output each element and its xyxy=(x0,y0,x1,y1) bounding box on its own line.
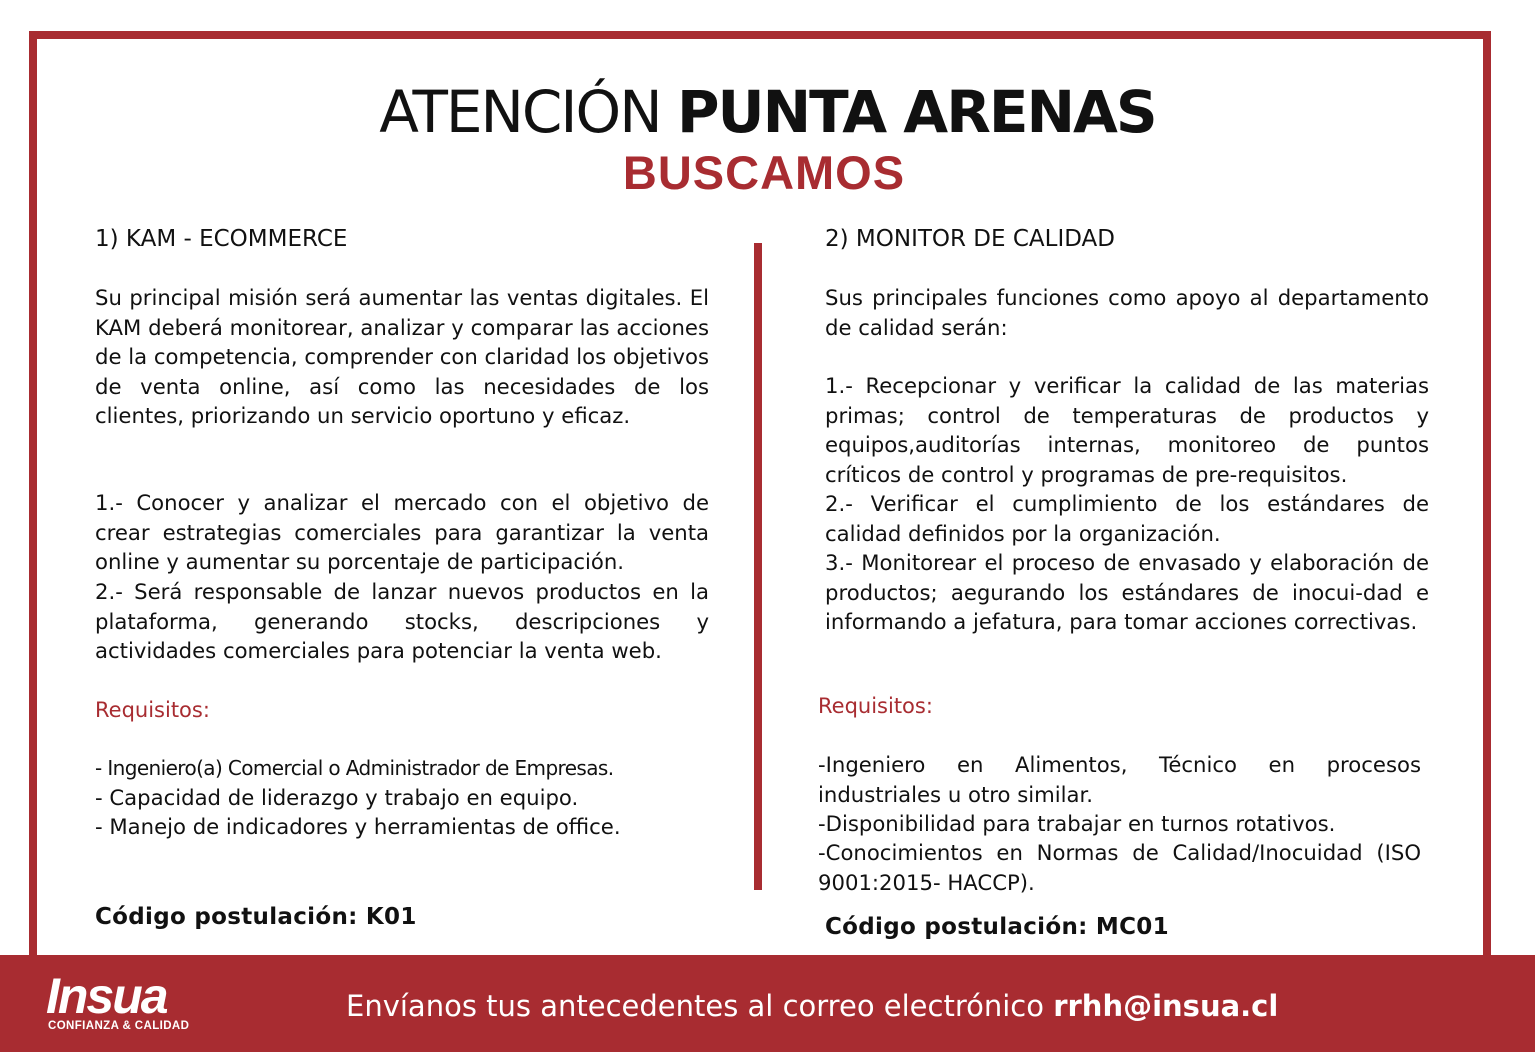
footer-contact-message xyxy=(346,988,1278,1024)
job-function: 1.- Conocer y analizar el mercado con el objetivo de crear estrategias comerciales para garantizar la venta online y aumentar su porcentaje de participación. xyxy=(95,490,709,574)
contact-email-link[interactable]: rrhh@insua.cl xyxy=(1053,989,1279,1023)
job-function: 3.- Monitorear el proceso de envasado y elaboración de productos; aegurando los estándares de inocui-dad e informando a jefatura, para tomar acciones correctivas. xyxy=(825,550,1429,634)
job-column-kam xyxy=(95,0,709,1052)
requirement-item: - Manejo de indicadores y herramientas de office. xyxy=(95,814,621,839)
requirements-label: Requisitos: xyxy=(818,694,933,718)
requirement-item: - Ingeniero(a) Comercial o Administrador de Empresas. xyxy=(95,756,614,780)
job-function: 2.- Será responsable de lanzar nuevos productos en la plataforma, generando stocks, descripciones y actividades comerciales para potenciar la venta web. xyxy=(95,579,709,663)
job-function: 1.- Recepcionar y verificar la calidad de las materias primas; control de temperaturas de productos y equipos,auditorías internas, monitoreo de puntos críticos de control y programas de pre-requisitos. xyxy=(825,373,1429,487)
job-description: Sus principales funciones como apoyo al departamento de calidad serán: xyxy=(825,285,1429,340)
logo-wordmark: Insua xyxy=(46,968,167,1024)
footer-band xyxy=(0,955,1535,1052)
job-function: 2.- Verificar el cumplimiento de los estándares de calidad definidos por la organización. xyxy=(825,491,1429,546)
requirement-item: -Conocimientos en Normas de Calidad/Inocuidad (ISO 9001:2015- HACCP). xyxy=(818,840,1421,895)
headline-light: ATENCIÓN xyxy=(379,78,661,146)
application-code: Código postulación: MC01 xyxy=(825,914,1169,940)
job-title: 1) KAM - ECOMMERCE xyxy=(95,226,348,252)
logo-tagline: CONFIANZA & CALIDAD xyxy=(48,1020,190,1032)
requirement-item: -Ingeniero en Alimentos, Técnico en procesos industriales u otro similar. xyxy=(818,752,1421,807)
job-description: Su principal misión será aumentar las ventas digitales. El KAM deberá monitorear, analizar y comparar las acciones de la competencia, comprender con claridad los objetivos de venta online, así como las necesidades de los clientes, priorizando un servicio oportuno y eficaz. xyxy=(95,285,709,428)
requirement-item: - Capacidad de liderazgo y trabajo en equipo. xyxy=(95,785,579,810)
requirements-label: Requisitos: xyxy=(95,698,210,722)
headline-subtitle: BUSCAMOS xyxy=(622,146,906,199)
footer-message: Envíanos tus antecedentes al correo electrónico xyxy=(346,989,1044,1023)
headline-city: PUNTA ARENAS xyxy=(677,78,1156,146)
requirement-item: -Disponibilidad para trabajar en turnos rotativos. xyxy=(818,811,1336,836)
application-code: Código postulación: K01 xyxy=(95,904,417,930)
insua-logo xyxy=(46,969,216,1039)
job-column-monitor xyxy=(818,0,1429,1052)
column-divider xyxy=(754,243,762,890)
job-title: 2) MONITOR DE CALIDAD xyxy=(825,226,1115,252)
